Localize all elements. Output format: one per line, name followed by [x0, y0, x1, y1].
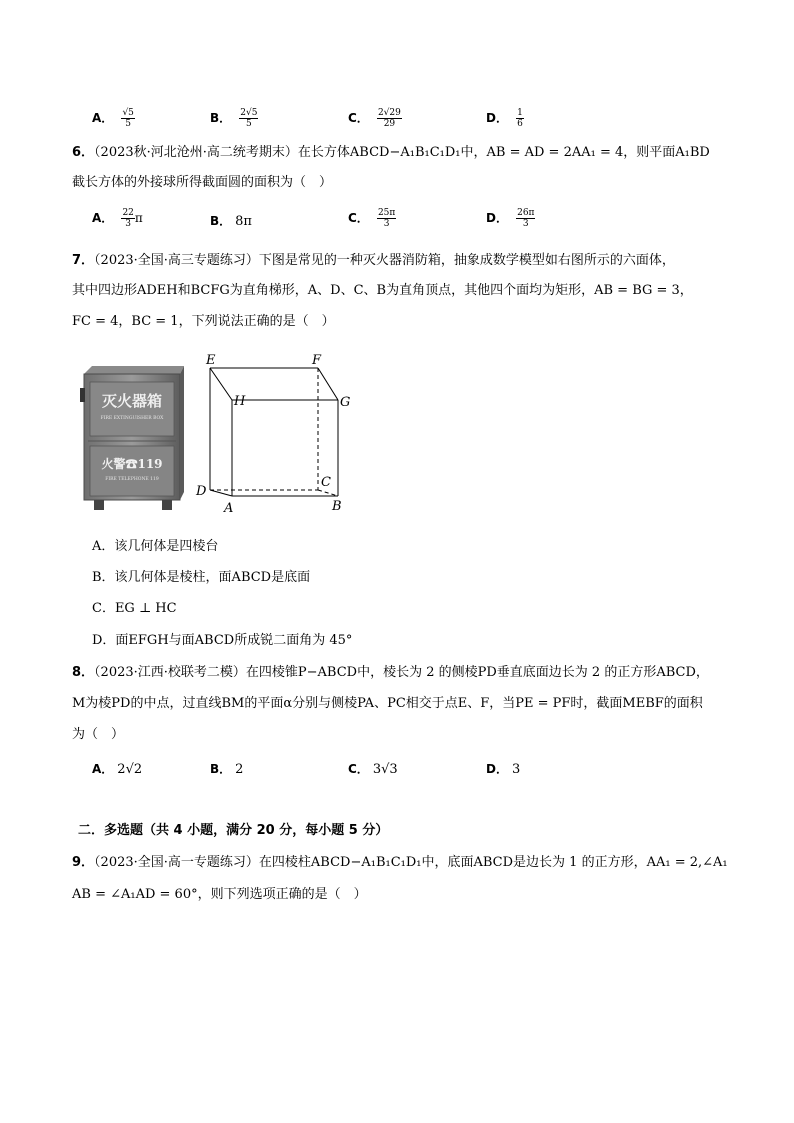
- q7-line-2: 其中四边形ADEH和BCFG为直角梯形，A、D、C、B为直角顶点，其他四个面均为矩形，AB = BG = 3，: [72, 283, 693, 298]
- cabinet-subtitle: FIRE EXTINGUISHER BOX: [100, 416, 164, 421]
- label-c: C: [321, 475, 331, 490]
- fraction: $\frac{26\pi}{3}$: [517, 208, 535, 229]
- q6-option-d[interactable]: D． $\frac{26\pi}{3}$: [486, 208, 535, 229]
- fraction: $\frac{22}{3}$: [122, 208, 134, 229]
- fraction: $\frac{2√29}{29}$: [377, 108, 401, 129]
- q8-line-3: 为（ ）: [72, 727, 125, 742]
- q8-line-2: M为棱PD的中点，过直线BM的平面α分别与侧棱PA、PC相交于点E、F，当PE = PF时，截面MEBF的面积: [72, 696, 703, 711]
- q8-option-d[interactable]: D． 3: [486, 762, 521, 777]
- q8-option-b[interactable]: B． 2: [210, 762, 244, 777]
- q5-option-c[interactable]: C． $\frac{2√29}{29}$: [348, 108, 401, 129]
- q6-line-2: 截长方体的外接球所得截面圆的面积为（ ）: [72, 175, 333, 190]
- label-d: D: [196, 484, 207, 499]
- q5-option-d[interactable]: D． $\frac{1}{6}$: [486, 108, 523, 129]
- label-f: F: [312, 353, 322, 368]
- q6-line-1: 6．（2023秋·河北沧州·高二统考期末）在长方体ABCD−A₁B₁C₁D₁中，AB = AD = 2AA₁ = 4，则平面A₁BD: [72, 145, 710, 160]
- q5-option-a[interactable]: A． $\frac{√5}{5}$: [92, 108, 134, 129]
- q6-option-c[interactable]: C． $\frac{25\pi}{3}$: [348, 208, 396, 229]
- q7-option-b[interactable]: B．该几何体是棱柱，面ABCD是底面: [92, 570, 311, 585]
- q9-line-2: AB = ∠A₁AD = 60°，则下列选项正确的是（ ）: [72, 887, 367, 902]
- label-h: H: [234, 394, 246, 409]
- label-e: E: [206, 353, 216, 368]
- cabinet-phone-sub: FIRE TELEPHONE 119: [105, 477, 159, 482]
- cabinet-phone: 火警☎119: [101, 457, 163, 471]
- q8-option-a[interactable]: A． 2√2: [92, 762, 143, 777]
- q5-option-b[interactable]: B． $\frac{2√5}{5}$: [210, 108, 258, 129]
- q9-line-1: 9．（2023·全国·高一专题练习）在四棱柱ABCD−A₁B₁C₁D₁中，底面ABCD是边长为 1 的正方形，AA₁ = 2,∠A₁: [72, 855, 728, 870]
- q8-option-c[interactable]: C． 3√3: [348, 762, 398, 777]
- label-b: B: [332, 499, 342, 514]
- section-heading-multi-choice: 二．多选题（共 4 小题，满分 20 分，每小题 5 分）: [78, 823, 389, 838]
- fraction: $\frac{√5}{5}$: [122, 108, 134, 129]
- q6-option-b[interactable]: B． 8π: [210, 214, 252, 229]
- fraction: $\frac{25\pi}{3}$: [377, 208, 396, 229]
- q7-option-c[interactable]: C．EG ⊥ HC: [92, 601, 177, 616]
- hexahedron-figure: [190, 350, 360, 516]
- q8-line-1: 8．（2023·江西·校联考二模）在四棱锥P−ABCD中，棱长为 2 的侧棱PD垂直底面边长为 2 的正方形ABCD，: [72, 665, 709, 680]
- q7-line-3: FC = 4，BC = 1，下列说法正确的是（ ）: [72, 314, 335, 329]
- q7-option-d[interactable]: D．面EFGH与面ABCD所成锐二面角为 45°: [92, 633, 353, 648]
- label-a: A: [224, 501, 234, 516]
- q6-option-a[interactable]: A． $\frac{22}{3}$ π: [92, 208, 143, 229]
- label-g: G: [340, 395, 351, 410]
- q7-line-1: 7．（2023·全国·高三专题练习）下图是常见的一种灭火器消防箱，抽象成数学模型如右图所示的六面体，: [72, 253, 675, 268]
- q7-option-a[interactable]: A．该几何体是四棱台: [92, 539, 219, 554]
- fraction: $\frac{2√5}{5}$: [240, 108, 258, 129]
- fire-extinguisher-cabinet-image: [80, 364, 188, 514]
- fraction: $\frac{1}{6}$: [517, 108, 523, 129]
- cabinet-title: 灭火器箱: [101, 392, 163, 410]
